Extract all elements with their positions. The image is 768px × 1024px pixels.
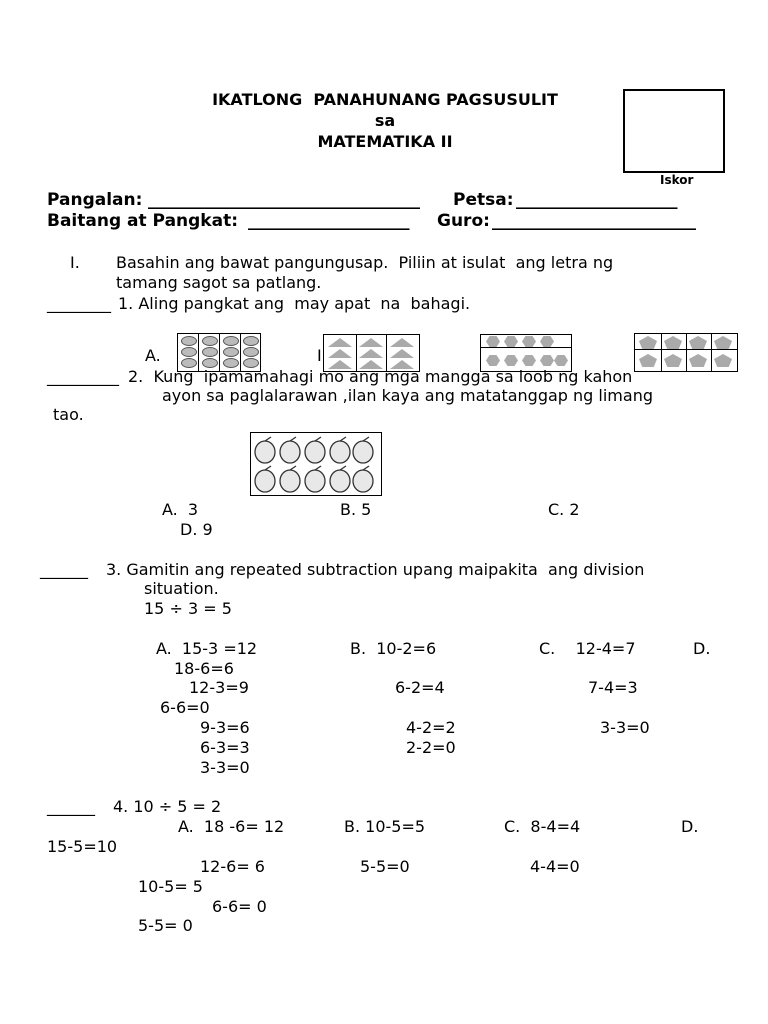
q4-choice-b[interactable]: B. 10-5=5 [344,817,426,836]
q1-choice-b-label: I [317,346,322,365]
title-line-3: MATEMATIKA II [317,132,453,151]
mango-box-image [250,432,382,496]
instruction-line-1: Basahin ang bawat pangungusap. Piliin at isulat ang letra ng [116,253,614,272]
score-label: Iskor [660,173,694,187]
q4-text: 4. 10 ÷ 5 = 2 [113,797,222,816]
q1-answer-blank[interactable]: ________ [47,294,111,313]
q3-choice-c[interactable]: C. 12-4=7 [539,639,636,658]
q4-step: 6-6= 0 [212,897,267,916]
q3-step: 3-3=0 [200,758,250,777]
title-line-1: IKATLONG PANAHUNANG PAGSUSULIT [212,90,558,109]
q4-step: 12-6= 6 [200,857,265,876]
q2-line-2: ayon sa paglalarawan ,ilan kaya ang matatanggap ng limang [162,386,653,405]
instruction-line-2: tamang sagot sa patlang. [116,273,322,292]
q4-step: 15-5=10 [47,837,118,856]
q1-choice-d-picture[interactable] [634,333,738,372]
q3-step: 3-3=0 [600,718,650,737]
q4-step: 10-5= 5 [138,877,203,896]
q2-choice-b[interactable]: B. 5 [340,500,372,519]
name-field[interactable]: ________________________________ [148,190,420,210]
q3-equation: 15 ÷ 3 = 5 [144,599,232,618]
q4-step: 5-5= 0 [138,916,193,935]
q2-choice-d[interactable]: D. 9 [180,520,213,539]
q3-step: 4-2=2 [406,718,456,737]
q1-text: 1. Aling pangkat ang may apat na bahagi. [118,294,471,313]
q4-choice-d[interactable]: D. [681,817,699,836]
q2-answer-blank[interactable]: _________ [47,367,119,386]
score-box [623,89,725,173]
date-field[interactable]: ___________________ [516,190,678,210]
grade-field[interactable]: ___________________ [248,211,410,231]
teacher-label: Guro: [437,211,490,231]
section-numeral: I. [70,253,80,272]
name-label: Pangalan: [47,190,143,210]
q3-line-2: situation. [144,579,219,598]
mango-group-icon [251,433,381,495]
q3-choice-a[interactable]: A. 15-3 =12 [156,639,258,658]
grade-label: Baitang at Pangkat: [47,211,239,231]
q2-line-1: 2. Kung ipamamahagi mo ang mga mangga sa loob ng kahon [128,367,633,386]
q1-choice-a-label: A. [145,346,161,365]
q4-step: 5-5=0 [360,857,410,876]
q3-step: 2-2=0 [406,738,456,757]
title-line-2: sa [374,111,396,130]
q2-choice-a[interactable]: A. 3 [162,500,199,519]
q3-step: 6-2=4 [395,678,445,697]
q2-choice-c[interactable]: C. 2 [548,500,580,519]
q3-line-1: 3. Gamitin ang repeated subtraction upang maipakita ang division [106,560,645,579]
teacher-field[interactable]: ________________________ [492,211,696,231]
q4-step: 4-4=0 [530,857,580,876]
q3-step: 18-6=6 [174,659,234,678]
q2-line-3: tao. [53,405,84,424]
q3-choice-b[interactable]: B. 10-2=6 [350,639,437,658]
q3-step: 9-3=6 [200,718,250,737]
q3-step: 7-4=3 [588,678,638,697]
q4-choice-a[interactable]: A. 18 -6= 12 [178,817,285,836]
date-label: Petsa: [453,190,514,210]
q3-answer-blank[interactable]: ______ [40,560,88,579]
q4-choice-c[interactable]: C. 8-4=4 [504,817,581,836]
q3-choice-d[interactable]: D. [693,639,711,658]
q3-step: 6-6=0 [160,698,210,717]
q3-step: 6-3=3 [200,738,250,757]
q4-answer-blank[interactable]: ______ [47,797,95,816]
q3-step: 12-3=9 [189,678,249,697]
